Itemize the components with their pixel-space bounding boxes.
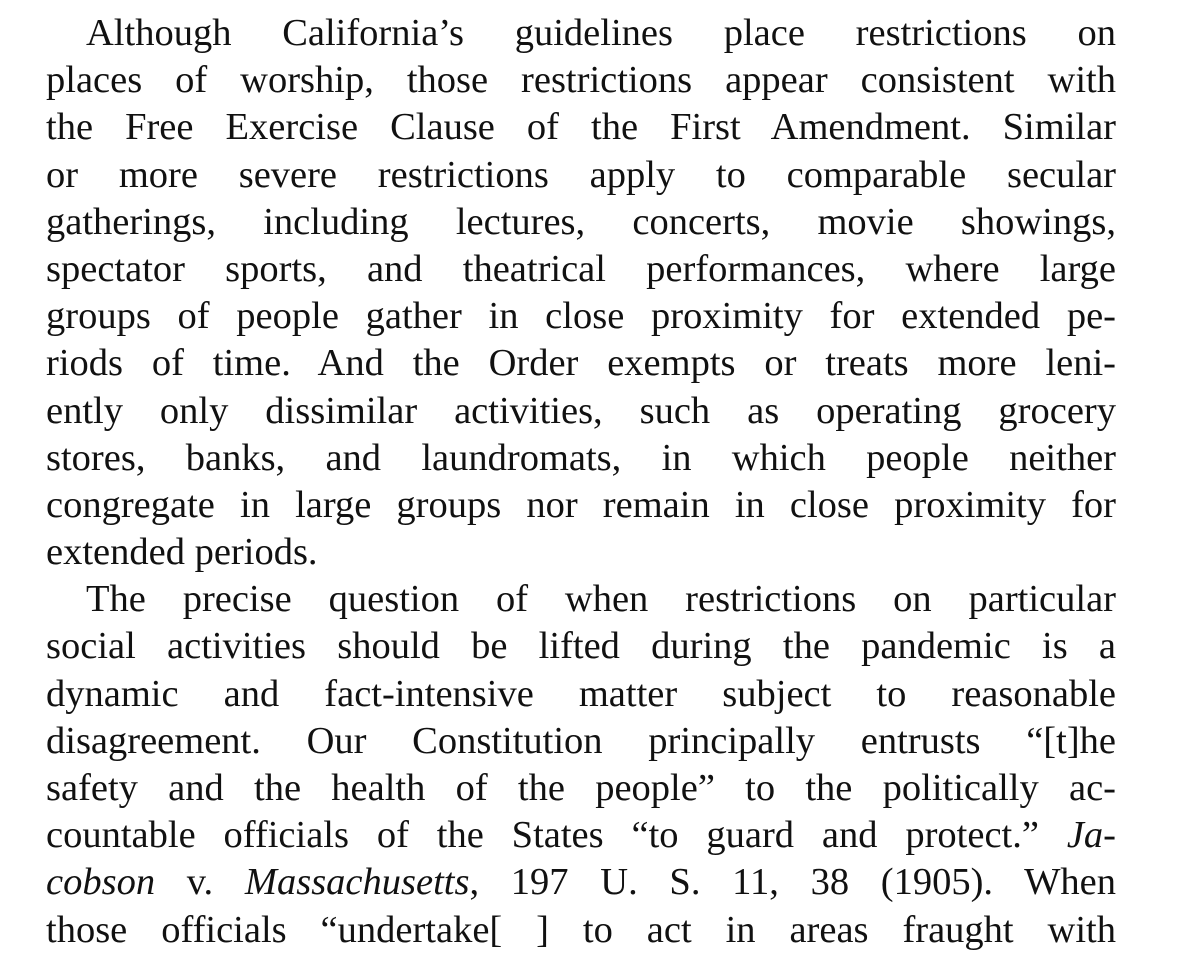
paragraph-2 xyxy=(46,576,1116,954)
text-line xyxy=(46,812,1116,859)
text-line: places of worship, those restrictions appear consistent with xyxy=(46,59,1116,102)
text-line: spectator sports, and theatrical performances, where large xyxy=(46,247,1116,290)
text-line: riods of time. And the Order exempts or treats more leni- xyxy=(46,342,1116,385)
text-line: or more severe restrictions apply to comparable secular xyxy=(46,153,1116,196)
text-line: Although California’s guidelines place restrictions on xyxy=(86,12,1116,54)
text-line: social activities should be lifted during the pandemic is a xyxy=(46,625,1116,668)
clipped-text-line: those officials “undertake[ ] to act in areas fraught with xyxy=(46,908,1116,951)
paragraph-1 xyxy=(46,10,1116,576)
text-line: ently only dissimilar activities, such as operating grocery xyxy=(46,389,1116,432)
reporter-citation: , 197 U. S. 11, 38 (1905). When xyxy=(469,861,1116,904)
document-page xyxy=(46,10,1116,954)
case-name: cobson xyxy=(46,861,156,904)
citation-line xyxy=(46,859,1116,906)
case-name: Ja- xyxy=(1066,814,1117,857)
case-name: Massachusetts xyxy=(244,861,470,904)
text-line: dynamic and fact-intensive matter subject to reasonable xyxy=(46,672,1116,715)
text-line: safety and the health of the people” to the politically ac- xyxy=(46,767,1116,809)
versus: v. xyxy=(155,861,245,904)
text-segment: countable officials of the States “to guard and protect.” xyxy=(46,814,1039,857)
text-line: groups of people gather in close proximity for extended pe- xyxy=(46,295,1116,338)
text-line: congregate in large groups nor remain in close proximity for xyxy=(46,483,1116,526)
text-line: extended periods. xyxy=(46,531,318,574)
text-line: gatherings, including lectures, concerts, movie showings, xyxy=(46,200,1116,243)
text-line: stores, banks, and laundromats, in which people neither xyxy=(46,436,1116,479)
text-line: the Free Exercise Clause of the First Amendment. Similar xyxy=(46,106,1116,149)
text-line: disagreement. Our Constitution principally entrusts “[t]he xyxy=(46,719,1116,762)
text-line: The precise question of when restrictions on particular xyxy=(86,578,1116,621)
